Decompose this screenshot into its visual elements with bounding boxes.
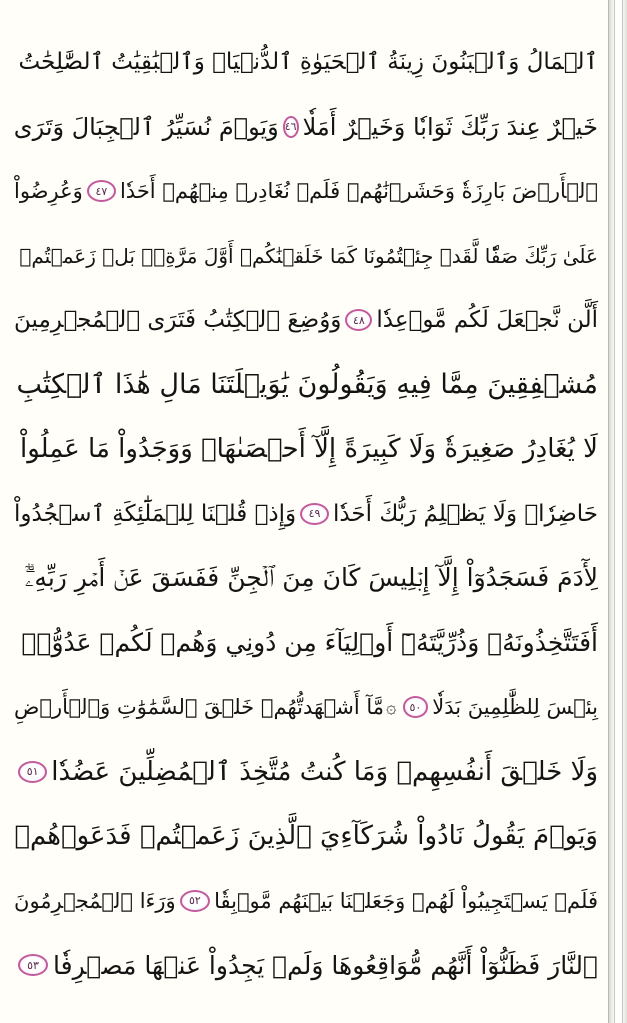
verse-text: أَلَّن نَّجۡعَلَ لَكُم مَّوۡعِدٗا xyxy=(376,307,598,334)
verse-line xyxy=(14,159,598,224)
verse-text: بِئۡسَ لِلظَّٰلِمِينَ بَدَلٗا xyxy=(432,695,598,720)
verse-line xyxy=(14,30,598,95)
page-edge xyxy=(608,0,627,1023)
verse-text: وَرَءَا ٱلۡمُجۡرِمُونَ xyxy=(14,888,176,913)
ayah-number-marker xyxy=(180,890,210,912)
verse-text: حَاضِرٗاۗ وَلَا يَظۡلِمُ رَبُّكَ أَحَدٗا xyxy=(332,500,598,527)
verse-text: مَّآ أَشۡهَدتُّهُمۡ خَلۡقَ ٱلسَّمَٰوَٰتِ وَٱلۡأَرۡضِ xyxy=(14,695,385,720)
page-edge-line xyxy=(614,0,615,1023)
verse-text: ٱلۡأَرۡضَ بَارِزَةٗ وَحَشَرۡنَٰهُمۡ فَلَمۡ نُغَادِرۡ مِنۡهُمۡ أَحَدٗا xyxy=(119,179,598,204)
verse-line xyxy=(14,869,598,934)
verse-line xyxy=(14,740,598,805)
ayah-number: ٤٦ xyxy=(284,120,297,134)
verse-line xyxy=(14,482,598,547)
ayah-number: ٤٩ xyxy=(308,507,321,521)
verse-line xyxy=(14,288,598,353)
verse-text: وَإِذۡ قُلۡنَا لِلۡمَلَٰٓئِكَةِ ٱسۡجُدُواْ xyxy=(14,500,297,527)
verse-text: ٱلنَّارَ فَظَنُّوٓاْ أَنَّهُم مُّوَاقِعُوهَا وَلَمۡ يَجِدُواْ عَنۡهَا مَصۡرِفٗا xyxy=(53,950,598,980)
verse-line xyxy=(14,546,598,611)
verse-line xyxy=(14,611,598,676)
verse-text: لَا يُغَادِرُ صَغِيرَةٗ وَلَا كَبِيرَةً إِلَّآ أَحۡصَىٰهَاۚ وَوَجَدُواْ مَا عَمِلُواْ xyxy=(19,434,598,465)
verse-text: وَلَا خَلۡقَ أَنفُسِهِمۡ وَمَا كُنتُ مُتَّخِذَ ٱلۡمُضِلِّينَ عَضُدٗا xyxy=(51,756,598,787)
ayah-number: ٥٢ xyxy=(188,894,201,908)
verse-line xyxy=(14,95,598,160)
verse-line xyxy=(14,417,598,482)
ayah-number-marker xyxy=(18,761,47,783)
verse-text: أَفَتَتَّخِذُونَهُۥ وَذُرِّيَّتَهُۥٓ أَوۡلِيَآءَ مِن دُونِي وَهُمۡ لَكُمۡ عَدُوُّۢۚ xyxy=(21,628,598,658)
verse-text: وَوُضِعَ ٱلۡكِتَٰبُ فَتَرَى ٱلۡمُجۡرِمِينَ xyxy=(14,307,342,334)
verse-line xyxy=(14,224,598,289)
verse-text: وَيَوۡمَ نُسَيِّرُ ٱلۡجِبَالَ وَتَرَى xyxy=(13,112,279,141)
ayah-number-marker xyxy=(283,116,299,138)
ayah-number-marker xyxy=(403,696,429,718)
verse-line xyxy=(14,353,598,418)
verse-text: وَعُرِضُواْ xyxy=(14,179,83,204)
ayah-number-marker xyxy=(300,503,329,525)
ayah-number: ٤٧ xyxy=(95,184,108,198)
ayah-number-marker xyxy=(18,954,48,976)
ayah-number-marker xyxy=(345,309,372,331)
verse-text: لِأٓدَمَ فَسَجَدُوٓاْ إِلَّآ إِبۡلِيسَ كَانَ مِنَ ٱلۡجِنِّ فَفَسَقَ عَنۡ أَمۡرِ رَبِّهِۦٓۗ xyxy=(24,563,598,593)
verse-text: مُشۡفِقِينَ مِمَّا فِيهِ وَيَقُولُونَ يَٰوَيۡلَتَنَا مَالِ هَٰذَا ٱلۡكِتَٰبِ xyxy=(16,369,598,401)
verse-text: ٱلۡمَالُ وَٱلۡبَنُونَ زِينَةُ ٱلۡحَيَوٰةِ ٱلدُّنۡيَاۖ وَٱلۡبَٰقِيَٰتُ ٱلصَّٰلِحَٰتُ xyxy=(18,49,598,76)
page-edge-line xyxy=(622,0,623,1023)
verse-text: وَيَوۡمَ يَقُولُ نَادُواْ شُرَكَآءِيَ ٱلَّذِينَ زَعَمۡتُمۡ فَدَعَوۡهُمۡ xyxy=(14,821,598,852)
verse-text: خَيۡرٌ عِندَ رَبِّكَ ثَوَابٗا وَخَيۡرٌ أَمَلٗا xyxy=(302,112,598,141)
verse-line xyxy=(14,933,598,998)
verse-text: فَلَمۡ يَسۡتَجِيبُواْ لَهُمۡ وَجَعَلۡنَا بَيۡنَهُم مَّوۡبِقٗا xyxy=(214,888,598,913)
ayah-number-marker xyxy=(87,180,116,202)
ayah-number: ٥١ xyxy=(26,765,39,779)
verse-line xyxy=(14,804,598,869)
ayah-number: ٥٠ xyxy=(409,700,422,714)
ayah-number: ٥٣ xyxy=(27,958,39,972)
hizb-marker-icon: ۞ xyxy=(386,696,397,718)
verse-line xyxy=(14,675,598,740)
ayah-number: ٤٨ xyxy=(352,313,365,327)
verse-text: عَلَىٰ رَبِّكَ صَفّٗا لَّقَدۡ جِئۡتُمُونَا كَمَا خَلَقۡنَٰكُمۡ أَوَّلَ مَرَّةِۭۚ بَلۡ زَعَمۡتُمۡ xyxy=(19,243,598,268)
verse-lines xyxy=(14,30,598,998)
